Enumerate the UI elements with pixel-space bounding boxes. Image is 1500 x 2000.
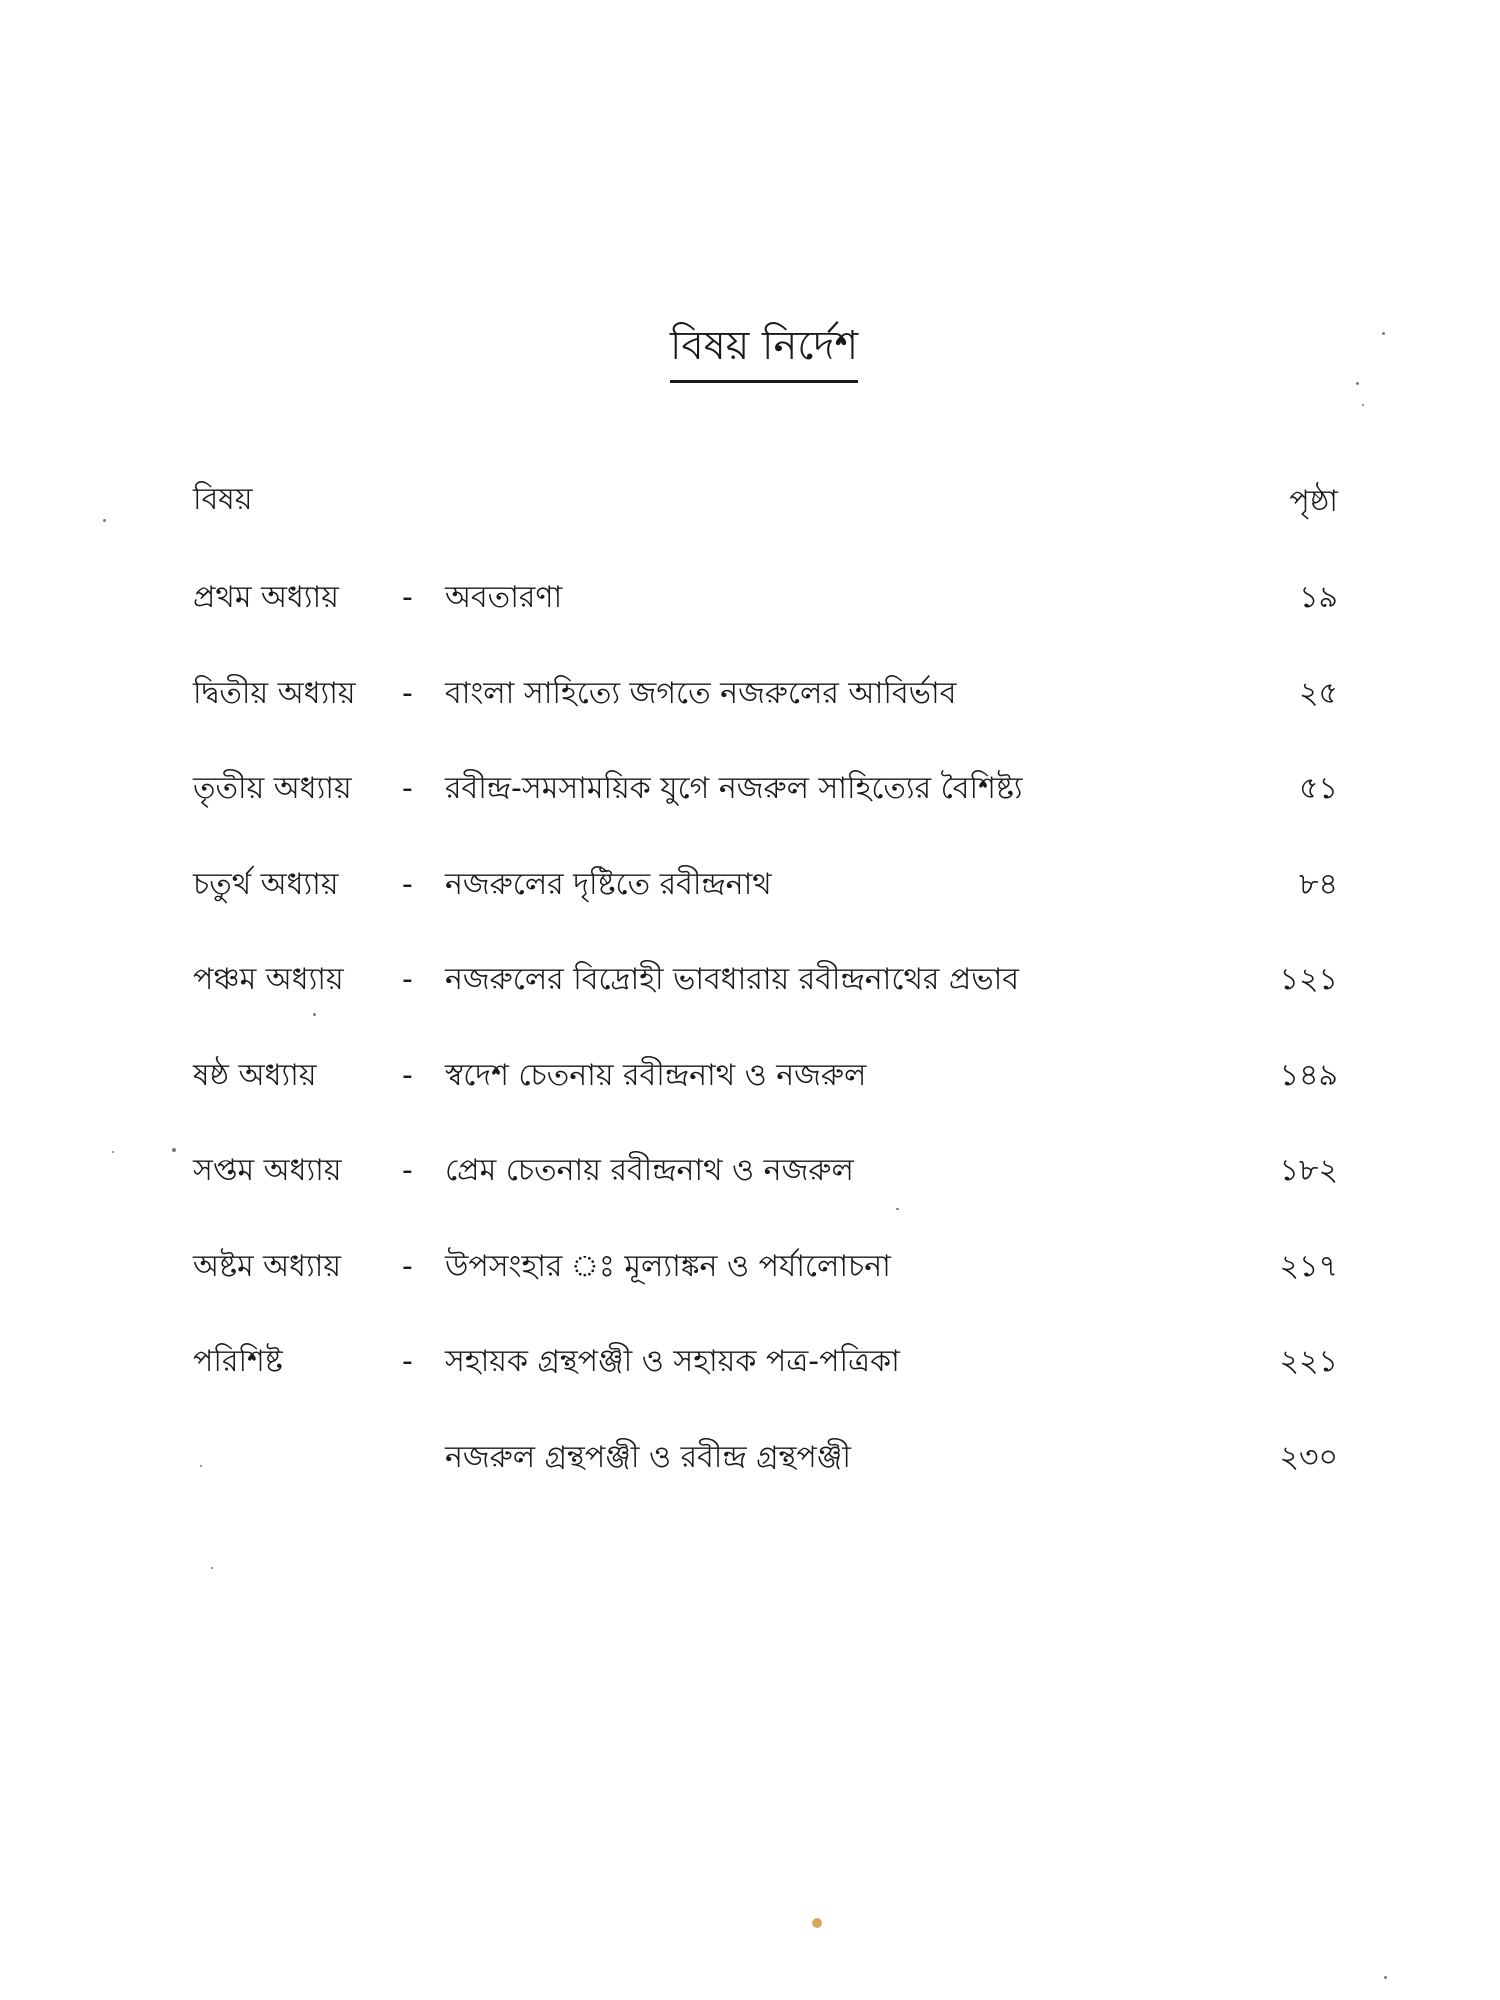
chapter-topic: প্রেম চেতনায় রবীন্দ্রনাথ ও নজরুল — [445, 1153, 854, 1188]
page-number: ১৮২ — [1279, 1153, 1338, 1188]
scan-speck — [1356, 382, 1359, 385]
chapter-topic: উপসংহার ঃ মূল্যাঙ্কন ও পর্যালোচনা — [445, 1249, 891, 1284]
chapter-topic: নজরুল গ্রন্থপঞ্জী ও রবীন্দ্র গ্রন্থপঞ্জী — [445, 1440, 851, 1475]
toc-row — [0, 955, 1500, 1005]
chapter-name: ষষ্ঠ অধ্যায় — [193, 1058, 317, 1093]
separator-dash: - — [402, 1344, 413, 1379]
page-number: ৮৪ — [1299, 867, 1338, 902]
scan-speck — [1382, 332, 1385, 335]
chapter-topic: নজরুলের বিদ্রোহী ভাবধারায় রবীন্দ্রনাথের প্রভাব — [445, 962, 1020, 997]
chapter-topic: বাংলা সাহিত্যে জগতে নজরুলের আবির্ভাব — [445, 676, 957, 711]
scan-speck — [172, 1148, 176, 1152]
separator-dash: - — [402, 1153, 413, 1188]
separator-dash: - — [402, 1249, 413, 1284]
separator-dash: - — [402, 580, 413, 615]
chapter-topic: নজরুলের দৃষ্টিতে রবীন্দ্রনাথ — [445, 867, 772, 902]
chapter-topic: রবীন্দ্র-সমসাময়িক যুগে নজরুল সাহিত্যের বৈশিষ্ট্য — [445, 771, 1023, 806]
page-number: ২৫ — [1299, 676, 1338, 711]
page-number: ২২১ — [1279, 1344, 1338, 1379]
toc-row — [0, 573, 1500, 623]
separator-dash: - — [402, 867, 413, 902]
toc-row — [0, 1242, 1500, 1292]
toc-row — [0, 1337, 1500, 1387]
scan-speck — [1384, 1976, 1387, 1979]
separator-dash: - — [402, 676, 413, 711]
page-number: ১৪৯ — [1279, 1058, 1338, 1093]
chapter-name: সপ্তম অধ্যায় — [193, 1153, 342, 1188]
toc-row — [0, 1146, 1500, 1196]
chapter-name: প্রথম অধ্যায় — [193, 580, 339, 615]
subject-column-label: বিষয় — [193, 482, 253, 517]
chapter-name: চতুর্থ অধ্যায় — [193, 867, 339, 902]
separator-dash: - — [402, 1058, 413, 1093]
scan-speck — [1362, 404, 1364, 406]
scan-speck — [313, 1013, 316, 1016]
chapter-topic: অবতারণা — [445, 580, 563, 615]
scan-speck — [211, 1567, 213, 1569]
chapter-topic: স্বদেশ চেতনায় রবীন্দ্রনাথ ও নজরুল — [445, 1058, 867, 1093]
chapter-name: পরিশিষ্ট — [193, 1344, 283, 1379]
scan-speck — [200, 1465, 202, 1467]
chapter-name: দ্বিতীয় অধ্যায় — [193, 676, 356, 711]
separator-dash: - — [402, 962, 413, 997]
page-number: ২৩০ — [1279, 1440, 1338, 1475]
page-number: ২১৭ — [1279, 1249, 1338, 1284]
scan-speck — [896, 1208, 899, 1210]
page-number: ১৯ — [1299, 580, 1338, 615]
toc-row — [0, 860, 1500, 910]
scan-speck — [112, 1151, 114, 1153]
page-number: ৫১ — [1299, 771, 1338, 806]
toc-row — [0, 1051, 1500, 1101]
toc-row — [0, 669, 1500, 719]
scan-speck — [103, 519, 106, 522]
separator-dash: - — [402, 771, 413, 806]
chapter-name: তৃতীয় অধ্যায় — [193, 771, 352, 806]
toc-row — [0, 764, 1500, 814]
page-title: বিষয় নির্দেশ — [670, 318, 858, 383]
page-number: ১২১ — [1279, 962, 1338, 997]
scan-stain — [812, 1918, 822, 1928]
chapter-name: পঞ্চম অধ্যায় — [193, 962, 344, 997]
chapter-topic: সহায়ক গ্রন্থপঞ্জী ও সহায়ক পত্র-পত্রিকা — [445, 1344, 900, 1379]
toc-row — [0, 1433, 1500, 1483]
chapter-name: অষ্টম অধ্যায় — [193, 1249, 342, 1284]
page-column-label: পৃষ্ঠা — [1289, 484, 1338, 519]
